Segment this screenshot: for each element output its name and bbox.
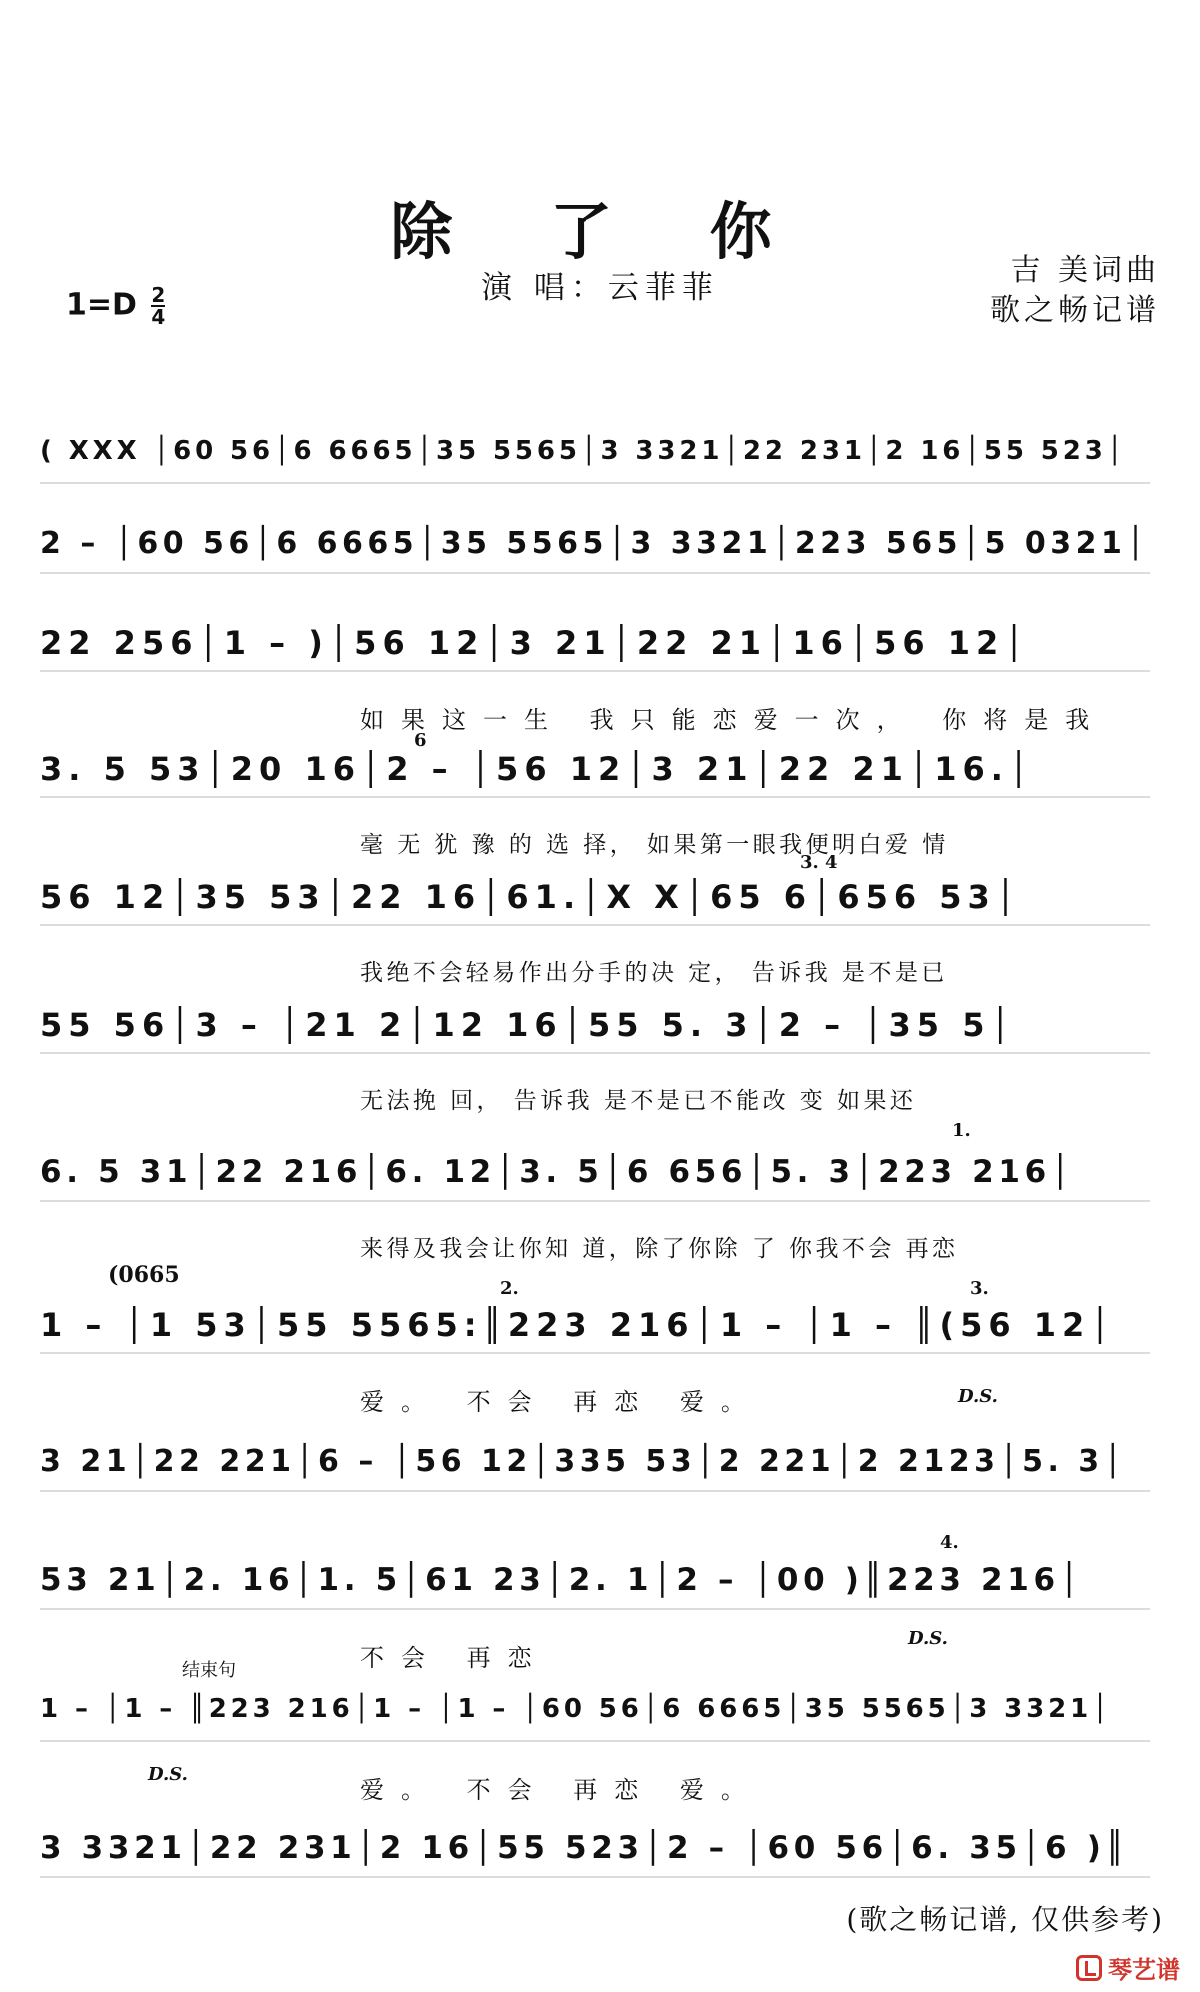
notation-line: 22 256│1 – )│56 12│3 21│22 21│16│56 12│ <box>40 624 1030 662</box>
volta-4: 4. <box>940 1532 959 1553</box>
notation-line: 6. 5 31│22 216│6. 12│3. 5│6 656│5. 3│223 216│ <box>40 1154 1075 1190</box>
logo-icon <box>1076 1955 1102 1981</box>
notation-line: 1 – │1 – ║223 216│1 – │1 – │60 56│6 6665│35 5565│3 3321│ <box>40 1694 1112 1724</box>
notation-line: 3. 5 53│20 16│2 – │56 12│3 21│22 21│16.│ <box>40 750 1035 788</box>
lyrics-line: 爱。 不会 再恋 爱。 <box>360 1388 762 1416</box>
notation-line: 53 21│2. 16│1. 5│61 23│2. 1│2 – │00 )║223 216│ <box>40 1562 1084 1598</box>
time-numerator: 2 <box>151 283 166 307</box>
time-signature <box>151 285 165 327</box>
beam-line <box>40 1608 1150 1610</box>
lyrics-line: 毫 无 犹 豫 的 选 择， 如果第一眼我便明白爱 情 <box>360 832 949 858</box>
song-title: 除 了 你 <box>390 195 810 268</box>
lyrics-line: 来得及我会让你知 道，除了你除 了 你我不会 再恋 <box>360 1236 959 1262</box>
volta-2: 2. <box>500 1278 519 1299</box>
pickup-notes: (0665 <box>108 1262 180 1288</box>
ds-mark-3: D.S. <box>148 1764 188 1785</box>
score-system <box>40 1300 1160 1430</box>
lyrics-line: 爱。 不会 再恋 爱。 <box>360 1776 762 1804</box>
beam-line <box>40 1490 1150 1492</box>
notation-line: 3 3321│22 231│2 16│55 523│2 – │60 56│6. 35│6 )║ <box>40 1830 1129 1866</box>
notation-line: 3 21│22 221│6 – │56 12│335 53│2 221│2 2123│5. 3│ <box>40 1444 1127 1479</box>
score-system <box>40 1438 1160 1568</box>
time-denominator: 4 <box>151 305 166 329</box>
lyrics-line: 不会 再恋 <box>360 1644 549 1672</box>
score-system <box>40 1688 1160 1818</box>
beam-line <box>40 1740 1150 1742</box>
ending-label: 结束句 <box>182 1660 236 1681</box>
score-system <box>40 1148 1160 1278</box>
notation-line: 1 – │1 53│55 5565:║223 216│1 – │1 – ║(56 12│ <box>40 1306 1116 1344</box>
score-system <box>40 744 1160 874</box>
notation-line: 56 12│35 53│22 16│61.│X X│65 6│656 53│ <box>40 878 1022 916</box>
composer-credit: 吉 美词曲 <box>1010 253 1160 288</box>
beam-line <box>40 1876 1150 1878</box>
key-signature <box>66 285 165 327</box>
ds-mark-2: D.S. <box>908 1628 948 1649</box>
volta-1: 1. <box>952 1120 971 1141</box>
beam-line <box>40 796 1150 798</box>
beam-line <box>40 572 1150 574</box>
notation-line: ( XXX │60 56│6 6665│35 5565│3 3321│22 231│2 16│55 523│ <box>40 436 1127 466</box>
score-system <box>40 872 1160 1002</box>
notation-line: 2 – │60 56│6 6665│35 5565│3 3321│223 565│5 0321│ <box>40 526 1149 561</box>
ds-mark-1: D.S. <box>958 1386 998 1407</box>
key-label: 1=D <box>66 287 137 323</box>
score-system <box>40 618 1160 748</box>
site-logo <box>1076 1950 1180 1985</box>
beam-line <box>40 1200 1150 1202</box>
beam-line <box>40 1052 1150 1054</box>
lyrics-line: 如果这一生 我只能恋爱一次， 你将是我 <box>360 706 1107 734</box>
fermata-six: 6 <box>414 730 427 751</box>
notation-line: 55 56│3 – │21 2│12 16│55 5. 3│2 – │35 5│ <box>40 1006 1016 1044</box>
footer-note: (歌之畅记谱, 仅供参考) <box>846 1903 1164 1936</box>
transcriber-credit: 歌之畅记谱 <box>990 293 1160 328</box>
logo-text: 琴艺谱 <box>1108 1956 1180 1984</box>
lyrics-line: 无法挽 回， 告诉我 是不是已不能改 变 如果还 <box>360 1088 917 1114</box>
beam-line <box>40 924 1150 926</box>
singer-line: 演 唱：云菲菲 <box>481 270 719 306</box>
lyrics-line: 我绝不会轻易作出分手的决 定， 告诉我 是不是已 <box>360 960 948 986</box>
score-system <box>40 1000 1160 1130</box>
beam-line <box>40 1352 1150 1354</box>
volta-3: 3. <box>970 1278 989 1299</box>
segno-label: 3. 4 <box>800 852 838 873</box>
beam-line <box>40 670 1150 672</box>
beam-line <box>40 482 1150 484</box>
